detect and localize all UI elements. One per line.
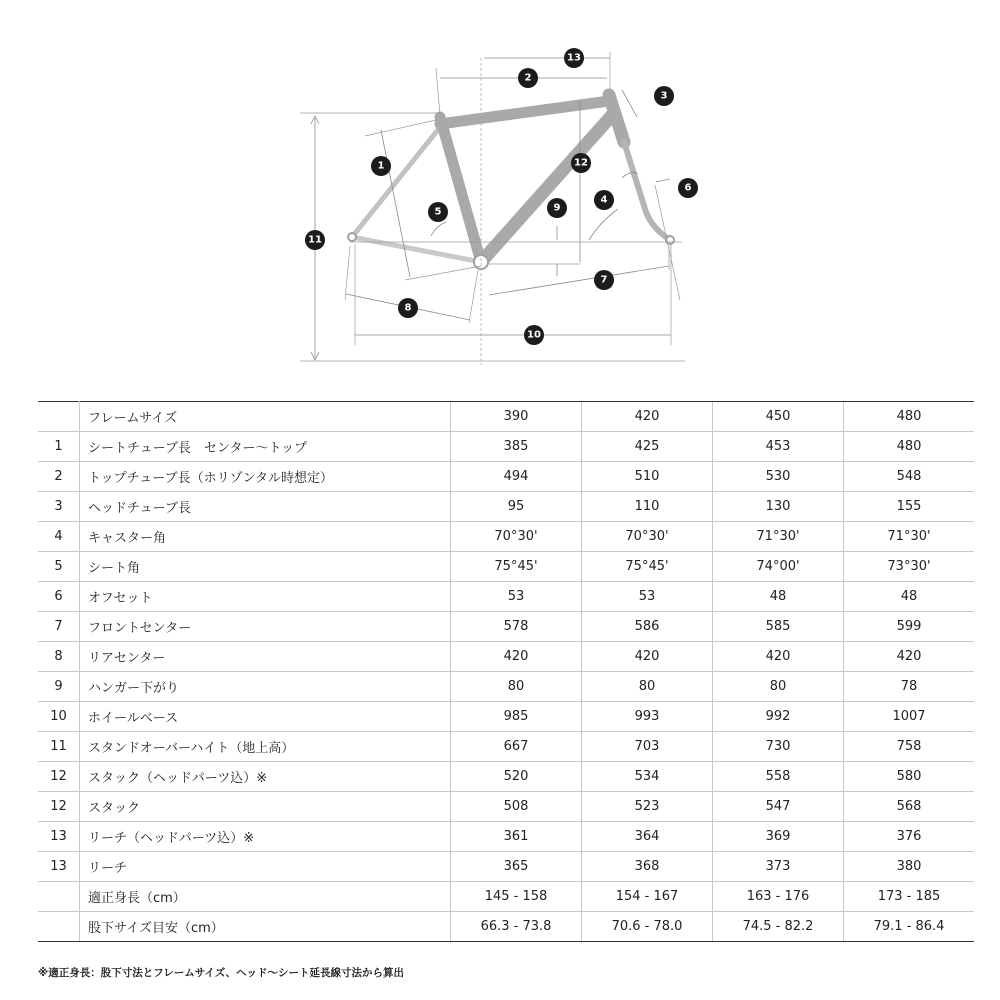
row-value: 494 [451,462,582,492]
row-value: 758 [844,732,975,762]
marker-8-label: 8 [404,302,412,314]
row-value: 547 [713,792,844,822]
row-value: 380 [844,852,975,882]
table-row [38,702,974,732]
row-number: 11 [38,732,80,762]
row-value: 155 [844,492,975,522]
row-value: 364 [582,822,713,852]
row-value: 80 [582,672,713,702]
marker-2-label: 2 [524,72,532,84]
row-value: 453 [713,432,844,462]
row-value: 163 - 176 [713,882,844,912]
row-number: 7 [38,612,80,642]
table-cell-num [38,402,80,432]
row-value: 48 [713,582,844,612]
row-value: 70°30' [451,522,582,552]
row-value: 74°00' [713,552,844,582]
marker-11 [305,230,325,250]
row-number: 4 [38,522,80,552]
dimension-lines [300,52,685,365]
row-label: キャスター角 [80,522,451,552]
row-value: 985 [451,702,582,732]
row-value: 534 [582,762,713,792]
marker-4 [594,190,614,210]
row-number: 12 [38,762,80,792]
row-number [38,912,80,942]
row-value: 376 [844,822,975,852]
row-value: 520 [451,762,582,792]
geometry-table-body [38,402,974,942]
row-number: 2 [38,462,80,492]
table-row [38,852,974,882]
row-value: 420 [844,642,975,672]
marker-7 [594,270,614,290]
row-value: 480 [844,432,975,462]
row-value: 1007 [844,702,975,732]
table-row [38,582,974,612]
row-value: 578 [451,612,582,642]
marker-5 [428,202,448,222]
row-value: 548 [844,462,975,492]
row-value: 53 [451,582,582,612]
row-label: リーチ（ヘッドパーツ込）※ [80,822,451,852]
marker-13-label: 13 [567,52,581,64]
row-number: 13 [38,852,80,882]
table-header-row [38,402,974,432]
marker-3-label: 3 [660,90,668,102]
marker-11-label: 11 [308,234,322,246]
row-value: 74.5 - 82.2 [713,912,844,942]
table-row [38,822,974,852]
row-value: 361 [451,822,582,852]
row-label: 適正身長（cm） [80,882,451,912]
geometry-table-wrapper [38,401,962,942]
row-label: 股下サイズ目安（cm） [80,912,451,942]
row-value: 71°30' [844,522,975,552]
row-value: 48 [844,582,975,612]
row-number: 1 [38,432,80,462]
marker-6 [678,178,698,198]
table-cell-size-480: 480 [844,402,975,432]
marker-1 [371,156,391,176]
row-number: 3 [38,492,80,522]
row-value: 523 [582,792,713,822]
row-value: 173 - 185 [844,882,975,912]
row-label: オフセット [80,582,451,612]
marker-1-label: 1 [377,160,385,172]
row-value: 425 [582,432,713,462]
table-row [38,672,974,702]
row-value: 703 [582,732,713,762]
marker-10-label: 10 [527,329,541,341]
frame-geometry-diagram [0,0,1000,380]
marker-7-label: 7 [600,274,608,286]
geometry-table [38,401,974,942]
row-value: 510 [582,462,713,492]
row-value: 508 [451,792,582,822]
marker-9-label: 9 [553,202,561,214]
row-value: 368 [582,852,713,882]
row-value: 73°30' [844,552,975,582]
row-value: 79.1 - 86.4 [844,912,975,942]
row-value: 585 [713,612,844,642]
footnote: ※適正身長：股下寸法とフレームサイズ、ヘッド～シート延長線寸法から算出 [38,967,405,979]
row-value: 130 [713,492,844,522]
row-value: 730 [713,732,844,762]
row-value: 365 [451,852,582,882]
row-value: 53 [582,582,713,612]
row-value: 586 [582,612,713,642]
row-number: 8 [38,642,80,672]
row-value: 80 [451,672,582,702]
marker-12-label: 12 [574,157,588,169]
frame-drawing [348,95,674,269]
row-value: 80 [713,672,844,702]
row-value: 66.3 - 73.8 [451,912,582,942]
row-label: ホイールベース [80,702,451,732]
row-label: スタック（ヘッドパーツ込）※ [80,762,451,792]
row-value: 568 [844,792,975,822]
row-value: 70.6 - 78.0 [582,912,713,942]
table-row [38,552,974,582]
marker-9 [547,198,567,218]
row-value: 599 [844,612,975,642]
row-label: リーチ [80,852,451,882]
marker-5-label: 5 [434,206,442,218]
table-cell-size-450: 450 [713,402,844,432]
row-number: 5 [38,552,80,582]
marker-2 [518,68,538,88]
table-row [38,732,974,762]
marker-6-label: 6 [684,182,692,194]
row-value: 110 [582,492,713,522]
row-value: 530 [713,462,844,492]
row-value: 420 [582,642,713,672]
table-row [38,762,974,792]
row-value: 420 [713,642,844,672]
row-number: 12 [38,792,80,822]
marker-8 [398,298,418,318]
row-label: トップチューブ長（ホリゾンタル時想定） [80,462,451,492]
marker-4-label: 4 [600,194,608,206]
table-row [38,432,974,462]
row-value: 369 [713,822,844,852]
row-number: 10 [38,702,80,732]
row-value: 70°30' [582,522,713,552]
row-label: ヘッドチューブ長 [80,492,451,522]
row-value: 154 - 167 [582,882,713,912]
marker-10 [524,325,544,345]
row-label: スタンドオーバーハイト（地上高） [80,732,451,762]
table-row [38,912,974,942]
table-row [38,882,974,912]
row-value: 992 [713,702,844,732]
table-row [38,642,974,672]
row-value: 420 [451,642,582,672]
table-row [38,612,974,642]
row-label: スタック [80,792,451,822]
marker-3 [654,86,674,106]
row-value: 993 [582,702,713,732]
row-value: 667 [451,732,582,762]
row-number: 6 [38,582,80,612]
row-value: 78 [844,672,975,702]
marker-12 [571,153,591,173]
row-number: 9 [38,672,80,702]
row-value: 75°45' [582,552,713,582]
row-number: 13 [38,822,80,852]
table-row [38,792,974,822]
row-label: フロントセンター [80,612,451,642]
row-label: ハンガー下がり [80,672,451,702]
row-value: 558 [713,762,844,792]
row-value: 373 [713,852,844,882]
row-value: 385 [451,432,582,462]
table-row [38,492,974,522]
row-number [38,882,80,912]
marker-13 [564,48,584,68]
row-label: シートチューブ長 センター～トップ [80,432,451,462]
table-cell-size-390: 390 [451,402,582,432]
row-value: 145 - 158 [451,882,582,912]
table-row [38,462,974,492]
row-value: 75°45' [451,552,582,582]
row-value: 71°30' [713,522,844,552]
row-value: 580 [844,762,975,792]
table-cell-size-420: 420 [582,402,713,432]
row-label: リアセンター [80,642,451,672]
row-label: シート角 [80,552,451,582]
row-value: 95 [451,492,582,522]
table-row [38,522,974,552]
table-cell-label: フレームサイズ [80,402,451,432]
